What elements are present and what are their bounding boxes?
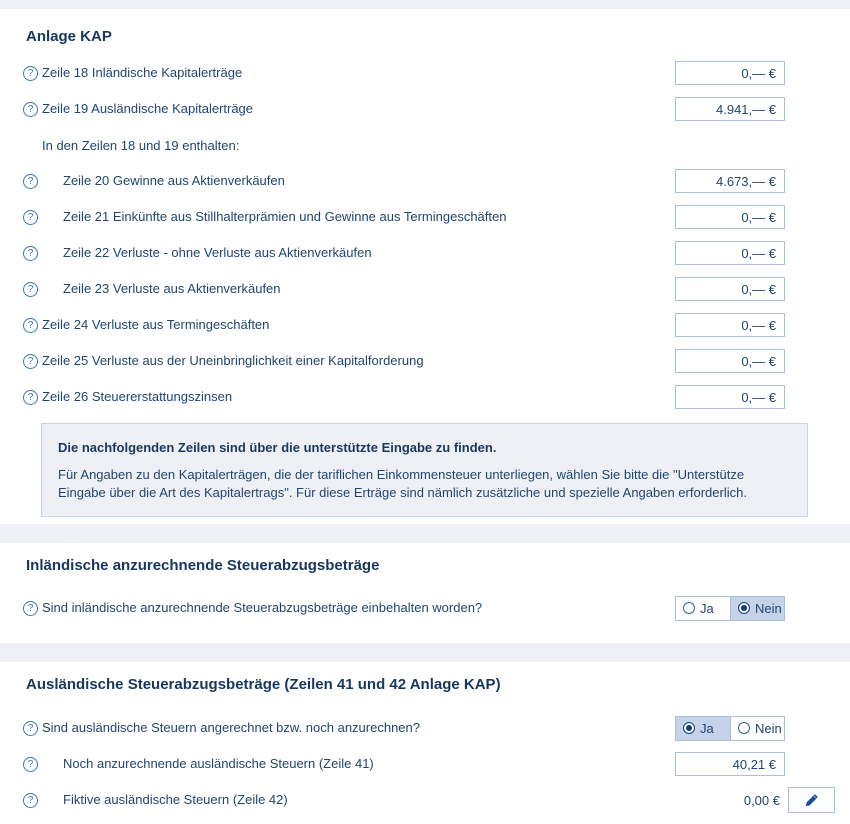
zeile-21-label: Zeile 21 Einkünfte aus Stillhalterprämien und Gewinne aus Termingeschäften (63, 209, 507, 224)
radio-unselected-icon (683, 602, 695, 614)
radio-label-nein: Nein (755, 600, 782, 616)
info-box (41, 423, 808, 517)
info-box-title: Die nachfolgenden Zeilen sind über die unterstützte Eingabe zu finden. (58, 440, 497, 455)
section-divider (0, 524, 850, 543)
help-icon[interactable]: ? (23, 793, 38, 808)
zeile-41-label: Noch anzurechnende ausländische Steuern (Zeile 41) (63, 756, 374, 771)
ausland-radio-group (675, 716, 785, 741)
form-row-zeile-22 (0, 235, 850, 271)
zeile-18-input[interactable] (675, 61, 785, 85)
form-row-inland-question (0, 590, 850, 626)
zeile-19-input[interactable] (675, 97, 785, 121)
help-icon[interactable]: ? (23, 757, 38, 772)
form-row-zeile-23 (0, 271, 850, 307)
subheading-zeilen-18-19: In den Zeilen 18 und 19 enthalten: (42, 137, 240, 153)
section-title-anlage-kap: Anlage KAP (26, 28, 112, 45)
help-icon[interactable]: ? (23, 721, 38, 736)
inland-nein-option[interactable] (730, 597, 784, 620)
help-icon[interactable]: ? (23, 601, 38, 616)
inland-question-label: Sind inländische anzurechnende Steuerabzugsbeträge einbehalten worden? (42, 600, 483, 615)
form-row-zeile-18 (0, 55, 850, 91)
form-row-zeile-41 (0, 746, 850, 782)
form-row-ausland-question (0, 710, 850, 746)
zeile-26-label: Zeile 26 Steuererstattungszinsen (42, 389, 233, 404)
zeile-19-label: Zeile 19 Ausländische Kapitalerträge (42, 101, 254, 116)
section-title-inlaendische: Inländische anzurechnende Steuerabzugsbeträge (26, 557, 380, 574)
zeile-23-input[interactable] (675, 277, 785, 301)
form-row-zeile-21 (0, 199, 850, 235)
radio-selected-icon (738, 602, 750, 614)
help-icon[interactable]: ? (23, 246, 38, 261)
radio-unselected-icon (738, 722, 750, 734)
zeile-18-label: Zeile 18 Inländische Kapitalerträge (42, 65, 243, 80)
help-icon[interactable]: ? (23, 210, 38, 225)
help-icon[interactable]: ? (23, 282, 38, 297)
help-icon[interactable]: ? (23, 102, 38, 117)
ausland-question-label: Sind ausländische Steuern angerechnet bzw. noch anzurechnen? (42, 720, 420, 735)
pencil-icon (804, 793, 819, 808)
zeile-26-input[interactable] (675, 385, 785, 409)
inland-radio-group (675, 596, 785, 621)
info-box-body: Für Angaben zu den Kapitalerträgen, die der tariflichen Einkommensteuer unterliegen, wählen Sie bitte die "Unterstütze Eingabe über die Art des Kapitalertrags". Für diese Erträge sind nämlich zusätzliche und spezielle Angaben erforderlich. (58, 467, 747, 500)
radio-selected-icon (683, 722, 695, 734)
inland-ja-option[interactable] (676, 597, 730, 620)
help-icon[interactable]: ? (23, 318, 38, 333)
edit-button[interactable] (788, 787, 835, 813)
zeile-21-input[interactable] (675, 205, 785, 229)
zeile-22-input[interactable] (675, 241, 785, 265)
section-divider (0, 643, 850, 662)
ausland-nein-option[interactable] (730, 717, 784, 740)
zeile-24-label: Zeile 24 Verluste aus Termingeschäften (42, 317, 270, 332)
form-row-zeile-24 (0, 307, 850, 343)
form-row-zeile-26 (0, 379, 850, 415)
zeile-25-label: Zeile 25 Verluste aus der Uneinbringlichkeit einer Kapitalforderung (42, 353, 424, 368)
zeile-22-label: Zeile 22 Verluste - ohne Verluste aus Aktienverkäufen (63, 245, 372, 260)
top-divider (0, 0, 850, 9)
form-row-zeile-42 (0, 782, 850, 818)
help-icon[interactable]: ? (23, 390, 38, 405)
zeile-42-label: Fiktive ausländische Steuern (Zeile 42) (63, 792, 288, 807)
ausland-ja-option[interactable] (676, 717, 730, 740)
zeile-20-label: Zeile 20 Gewinne aus Aktienverkäufen (63, 173, 285, 188)
section-title-auslaendische: Ausländische Steuerabzugsbeträge (Zeilen 41 und 42 Anlage KAP) (26, 676, 501, 693)
form-row-zeile-20 (0, 163, 850, 199)
zeile-42-value: 0,00 € (743, 792, 780, 808)
help-icon[interactable]: ? (23, 174, 38, 189)
help-icon[interactable]: ? (23, 66, 38, 81)
help-icon[interactable]: ? (23, 354, 38, 369)
radio-label-ja: Ja (700, 720, 714, 736)
form-row-zeile-25 (0, 343, 850, 379)
zeile-24-input[interactable] (675, 313, 785, 337)
radio-label-nein: Nein (755, 720, 782, 736)
zeile-20-input[interactable] (675, 169, 785, 193)
zeile-23-label: Zeile 23 Verluste aus Aktienverkäufen (63, 281, 281, 296)
form-row-zeile-19 (0, 91, 850, 127)
radio-label-ja: Ja (700, 600, 714, 616)
zeile-25-input[interactable] (675, 349, 785, 373)
zeile-41-input[interactable] (675, 752, 785, 776)
